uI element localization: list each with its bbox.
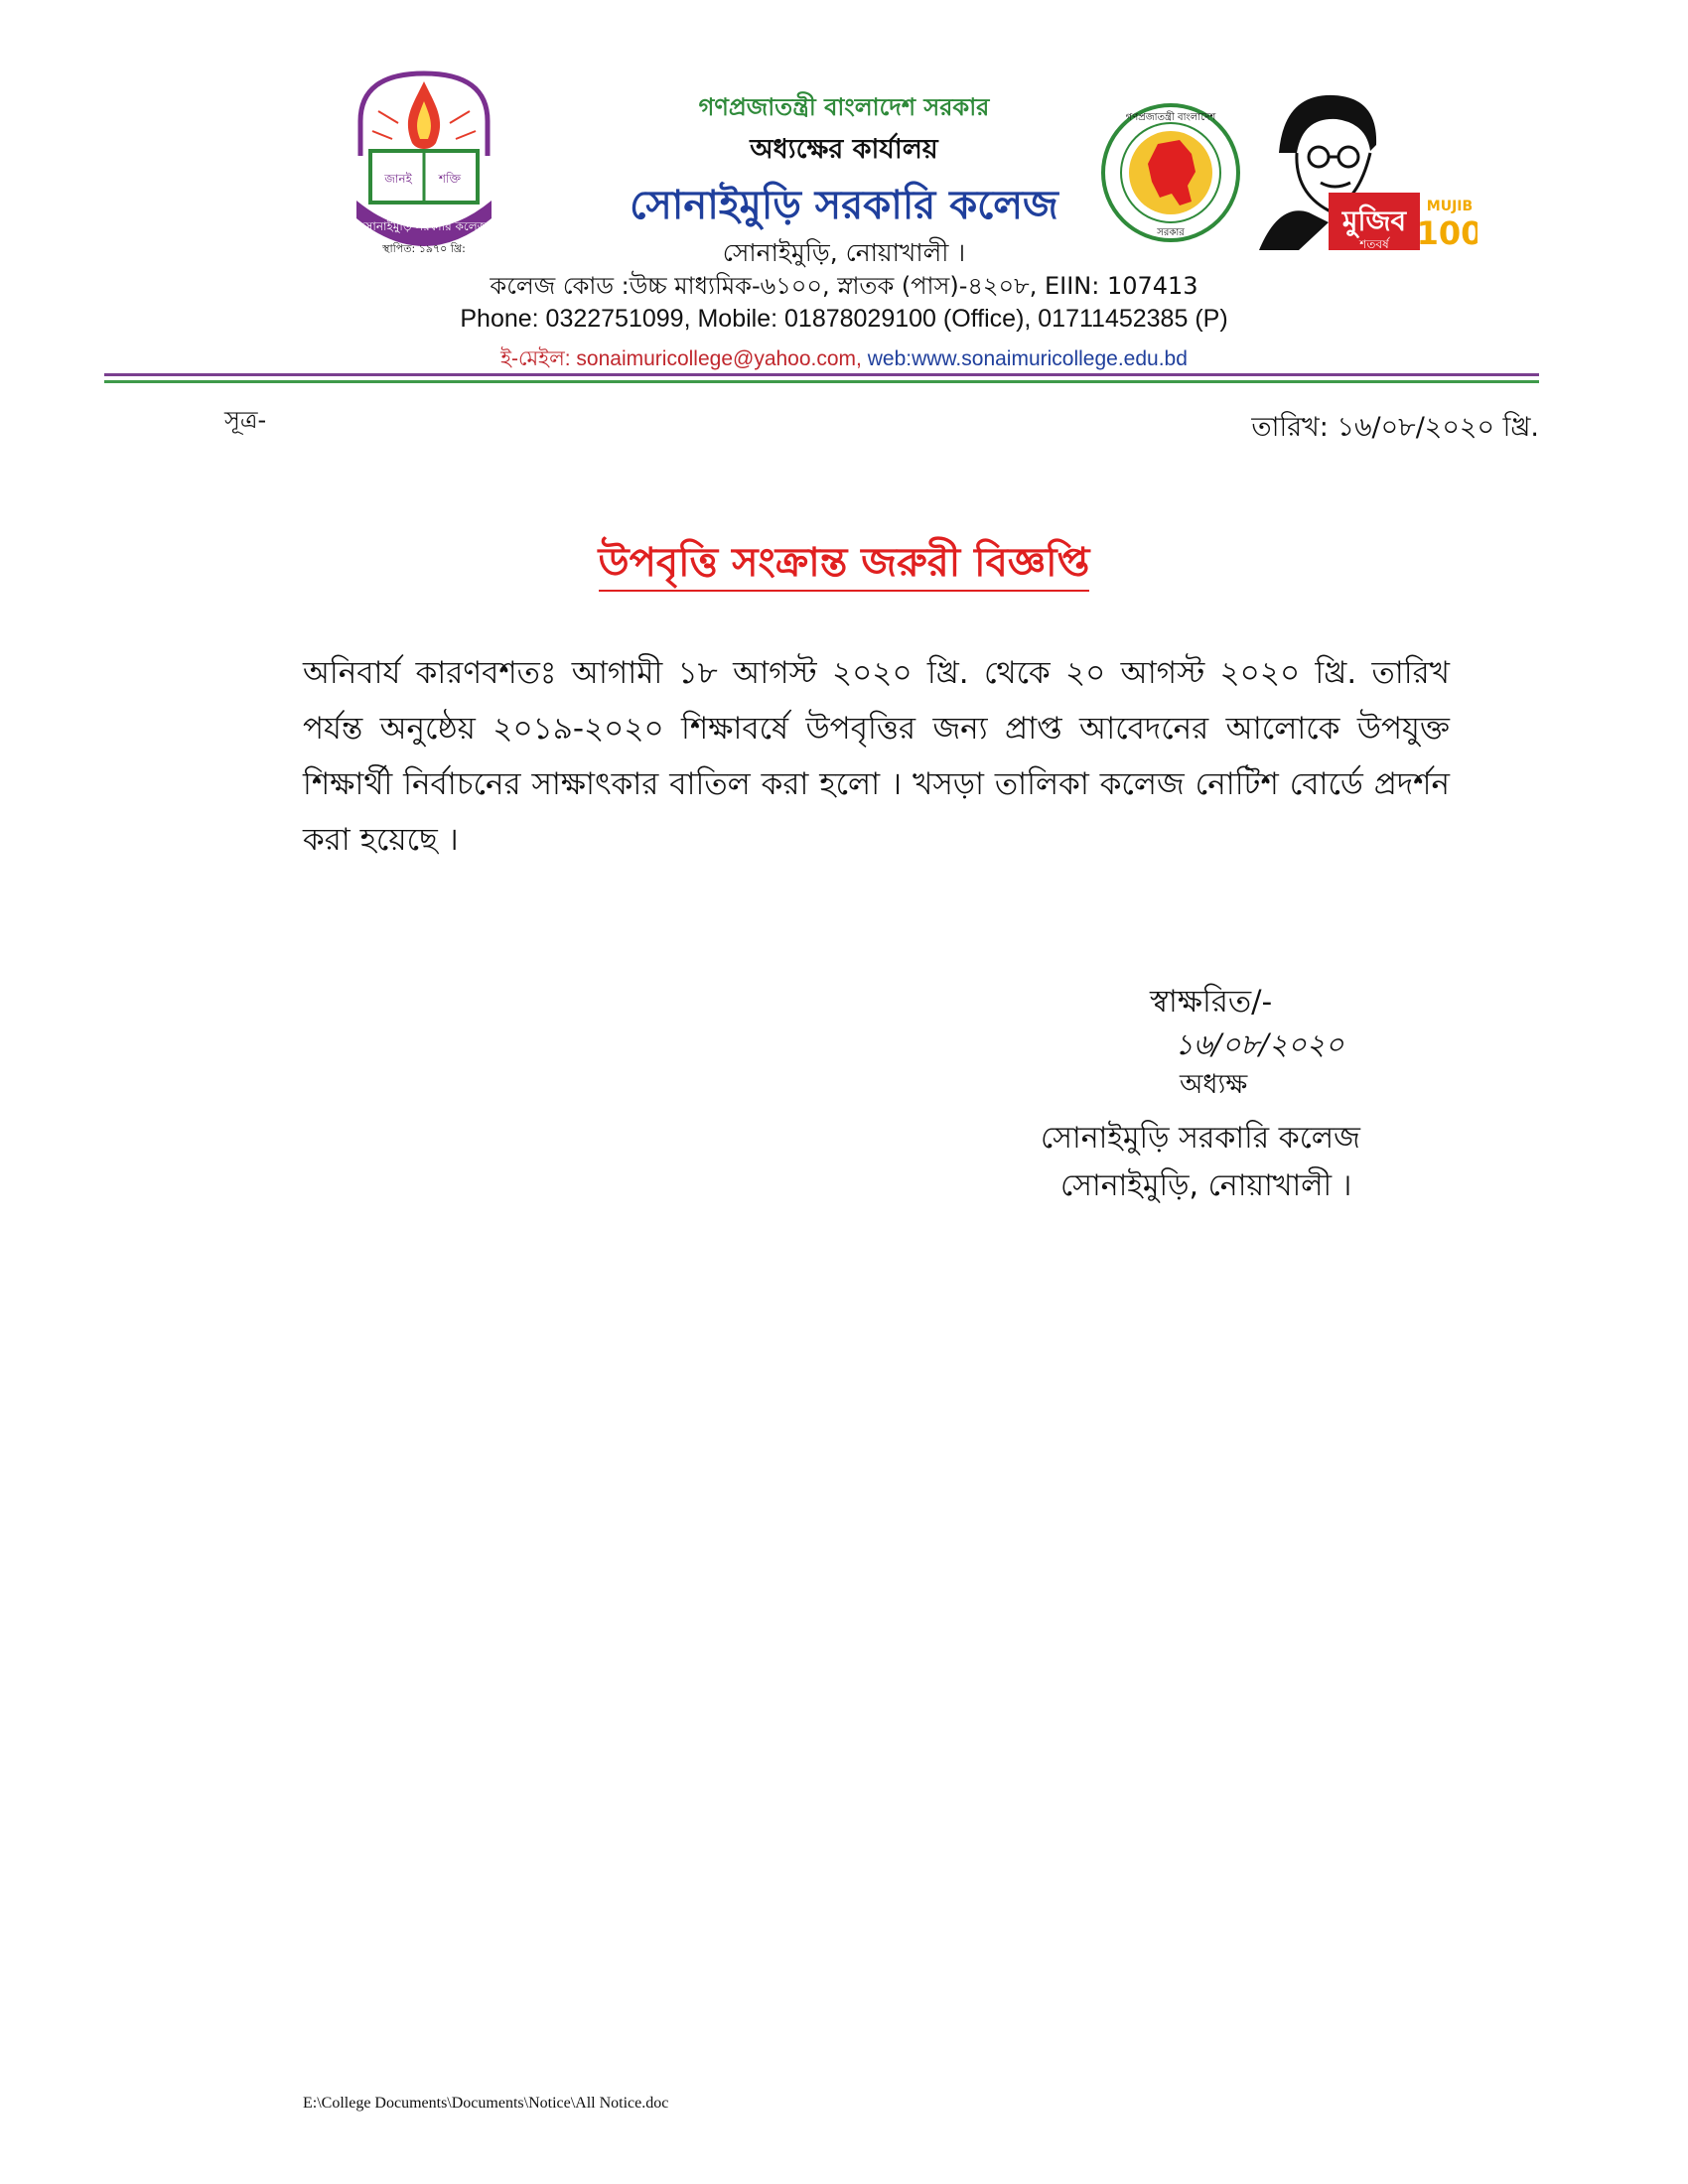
college-name: সোনাইমুড়ি সরকারি কলেজ <box>630 183 1058 228</box>
signature-date: ১৬/০৮/২০২০ <box>1175 1027 1344 1061</box>
mujib-logo-bn-text: মুজিব <box>1341 205 1407 237</box>
college-logo-motto-right: শক্তি <box>438 172 462 186</box>
mujib-centenary-logo <box>1239 83 1477 252</box>
website-link[interactable]: web:www.sonaimuricollege.edu.bd <box>867 347 1188 370</box>
notice-body: অনিবার্য কারণবশতঃ আগামী ১৮ আগস্ট ২০২০ খ্রি. থেকে ২০ আগস্ট ২০২০ খ্রি. তারিখ পর্যন্ত অনুষ্ঠেয় ২০১৯-২০২০ শিক্ষাবর্ষে উপবৃত্তির জন্য প্রাপ্ত আবেদনের আলোকে উপযুক্ত শিক্ষার্থী নির্বাচনের সাক্ষাৎকার বাতিল করা হলো । খসড়া তালিকা কলেজ নোটিশ বোর্ডে প্রদর্শন করা হয়েছে । <box>303 655 1450 858</box>
office-name: অধ্যক্ষের কার্যালয় <box>750 134 938 165</box>
signature-signed: স্বাক্ষরিত/- <box>1150 984 1273 1020</box>
government-name: গণপ্রজাতন্ত্রী বাংলাদেশ সরকার <box>698 93 990 121</box>
mujib-logo-centenary: শতবর্ষ <box>1359 237 1389 251</box>
signature-college: সোনাইমুড়ি সরকারি কলেজ <box>1041 1121 1360 1156</box>
signature-address: সোনাইমুড়ি, নোয়াখালী । <box>1060 1168 1352 1203</box>
contact-line <box>377 342 1311 377</box>
mujib-logo-number: 100 <box>1416 214 1477 252</box>
seal-bottom-text: সরকার <box>1157 227 1185 238</box>
seal-ring-text: গণপ্রজাতন্ত্রী বাংলাদেশ <box>1125 112 1216 123</box>
notice-title: উপবৃত্তি সংক্রান্ত জরুরী বিজ্ঞপ্তি <box>599 540 1090 592</box>
government-seal <box>1100 102 1241 243</box>
college-logo-ring-text: সোনাইমুড়ি সরকারি কলেজ <box>359 219 489 233</box>
college-address: সোনাইমুড়ি, নোয়াখালী । <box>722 238 966 267</box>
header-rule-purple <box>104 373 1539 376</box>
college-logo-established: স্থাপিত: ১৯৭০ খ্রি: <box>382 242 466 255</box>
notice-date: তারিখ: ১৬/০৮/২০২০ খ্রি. <box>1251 412 1539 443</box>
notice-title-wrap <box>348 531 1340 598</box>
college-codes: কলেজ কোড :উচ্চ মাধ্যমিক-৬১০০, স্নাতক (পাস)-৪২০৮, EIIN: 107413 <box>490 272 1198 300</box>
college-logo-motto-left: জানই <box>384 172 412 186</box>
header-rule-green <box>104 380 1539 383</box>
email-label: ই-মেইল: <box>500 347 571 370</box>
email-link[interactable]: sonaimuricollege@yahoo.com, <box>576 347 862 370</box>
phone-numbers: Phone: 0322751099, Mobile: 01878029100 (Office), 01711452385 (P) <box>460 305 1228 333</box>
reference-label: সূত্র- <box>224 406 267 434</box>
file-path: E:\College Documents\Documents\Notice\All Notice.doc <box>303 2095 669 2112</box>
mujib-logo-en-text: MUJIB <box>1426 199 1474 214</box>
signature-title: অধ্যক্ষ <box>1180 1069 1248 1100</box>
